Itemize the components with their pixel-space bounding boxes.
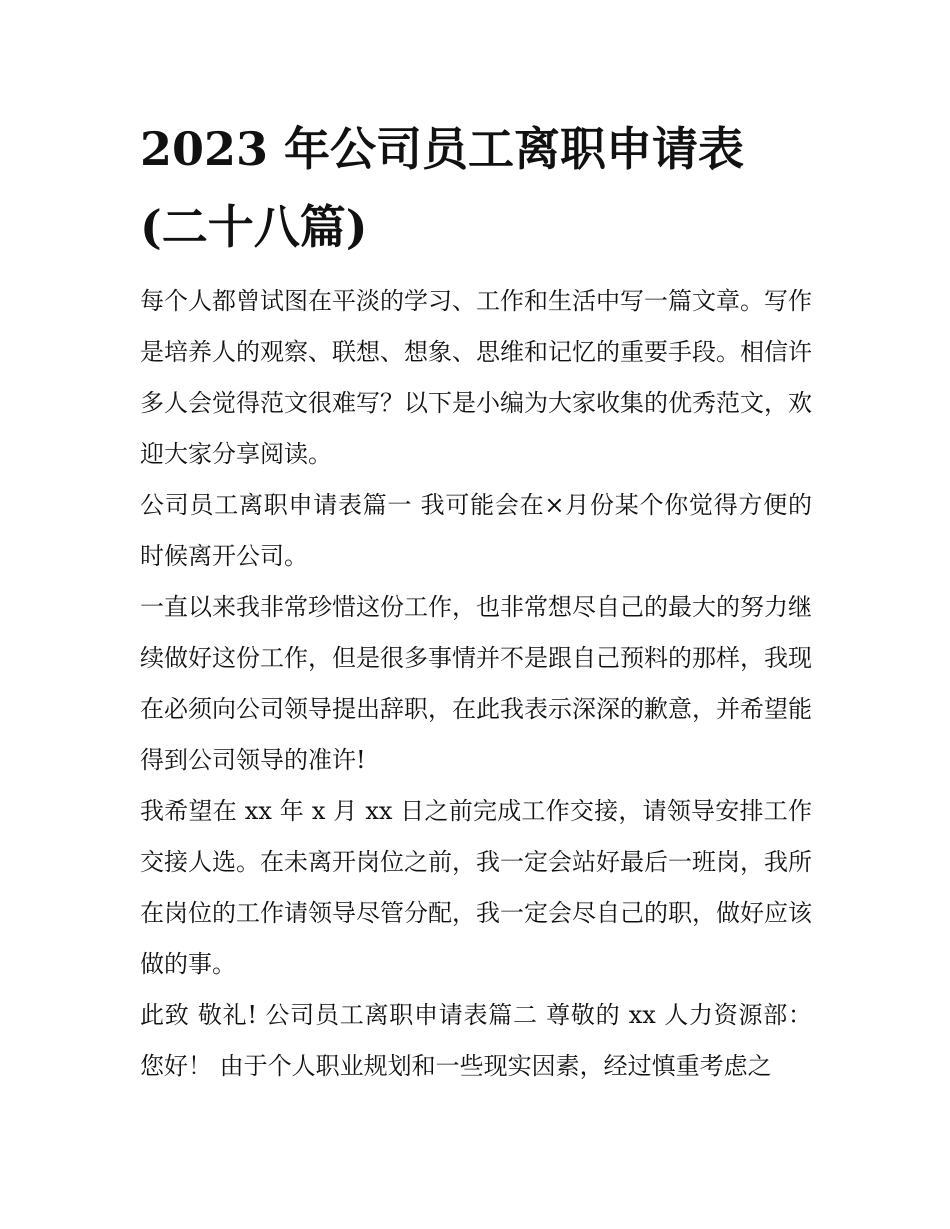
document-body xyxy=(140,276,812,1092)
document-title xyxy=(140,110,820,266)
title-line-1: 2023 年公司员工离职申请表 xyxy=(140,122,745,176)
paragraph-intro: 每个人都曾试图在平淡的学习、工作和生活中写一篇文章。写作是培养人的观察、联想、想象、思维和记忆的重要手段。相信许多人会觉得范文很难写？以下是小编为大家收集的优秀范文，欢迎大家分享阅读。 xyxy=(140,287,812,468)
paragraph-3: 我希望在 xx 年 x 月 xx 日之前完成工作交接，请领导安排工作交接人选。在未离开岗位之前，我一定会站好最后一班岗，我所在岗位的工作请领导尽管分配，我一定会尽自己的职，做好应该做的事。 xyxy=(140,797,812,978)
paragraph-2: 一直以来我非常珍惜这份工作，也非常想尽自己的最大的努力继续做好这份工作，但是很多事情并不是跟自己预料的那样，我现在必须向公司领导提出辞职，在此我表示深深的歉意，并希望能得到公司领导的准许! xyxy=(140,593,812,774)
title-line-2: (二十八篇) xyxy=(140,200,368,254)
paragraph-1: 公司员工离职申请表篇一 我可能会在×月份某个你觉得方便的时候离开公司。 xyxy=(140,491,812,570)
paragraph-4: 此致 敬礼! 公司员工离职申请表篇二 尊敬的 xx 人力资源部：您好！ 由于个人职业规划和一些现实因素，经过慎重考虑之 xyxy=(140,1001,812,1080)
